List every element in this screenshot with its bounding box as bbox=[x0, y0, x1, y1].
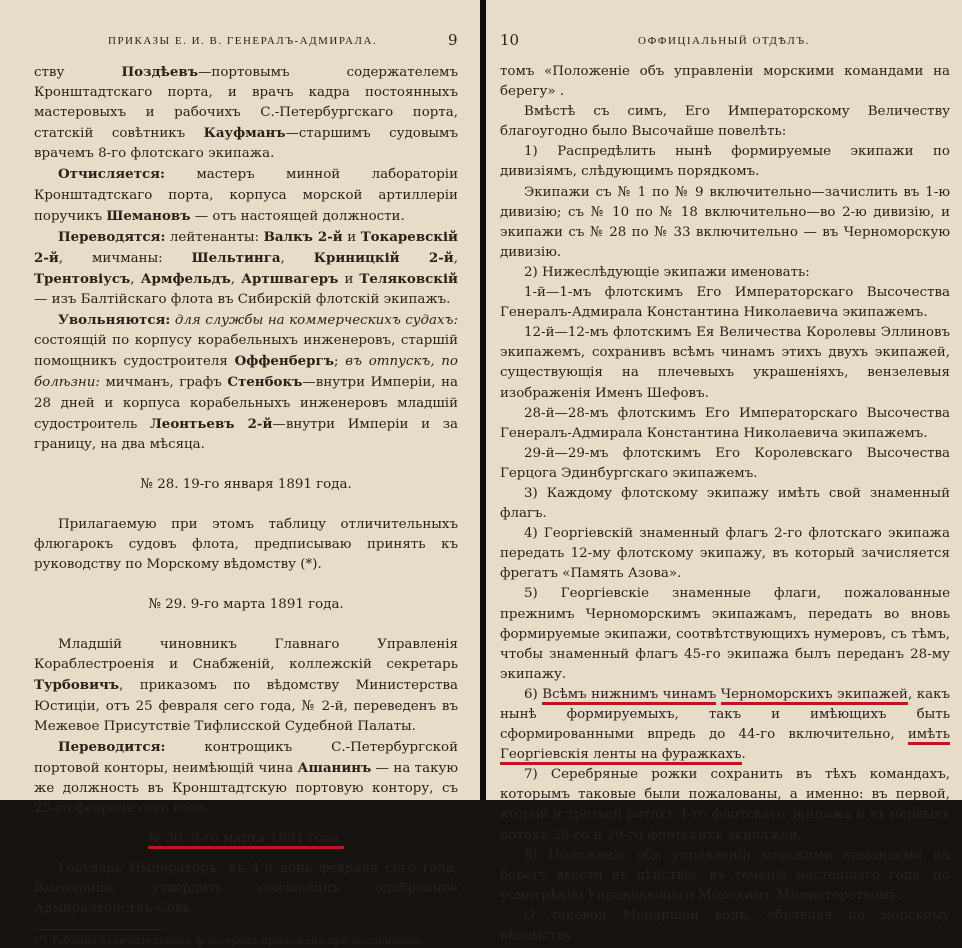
paragraph: Вмѣстѣ съ симъ, Его Императорскому Величеству благоугодно было Высочайше повелѣть: bbox=[500, 104, 950, 140]
paragraph: Переводятся: лейтенанты: Валкъ 2-й и Токаревскій 2-й, мичманы: Шельтинга, Криницкій 2-й, Трентовіусъ, Армфельдъ, Артшвагеръ и Теляковскій — изъ Балтійскаго флота въ Сибирскій флотскій экипажъ. bbox=[34, 228, 459, 308]
paragraph: 4) Георгіевскій знаменный флагъ 2-го флотскаго экипажа передать 12-му флотскому экипажу, въ который зачисляется фрегатъ «Память Азова». bbox=[500, 526, 950, 582]
highlighted-heading: № 30. 9-го марта 1891 года. bbox=[148, 831, 343, 849]
paragraph: ству Поздѣевъ—портовымъ содержателемъ Кронштадтскаго порта, и врачъ кадра постоянныхъ мастеровыхъ и рабочихъ С.-Петербургскаго порта, статскій совѣтникъ Кауфманъ—старшимъ судовымъ врачемъ 8-го флотскаго экипажа. bbox=[34, 64, 458, 162]
paragraph: 29-й—29-мъ флотскимъ Его Королевскаго Высочества Герцога Эдинбургскаго экипажемъ. bbox=[500, 445, 950, 481]
page-number-left: 9 bbox=[448, 31, 458, 49]
paragraph: томъ «Положеніе объ управленіи морскими командами на берегу» . bbox=[500, 64, 950, 100]
paragraph: 1-й—1-мъ флотскимъ Его Императорскаго Высочества Генералъ-Адмирала Константина Николаевича экипажемъ. bbox=[500, 285, 950, 321]
footnote-rule bbox=[34, 929, 164, 930]
right-page bbox=[486, 0, 962, 944]
footnote: (*) Таблица отличительныхъ флюгарокъ приложена при подлинномъ. bbox=[34, 935, 424, 948]
paragraph: 2) Нижеслѣдующіе экипажи именовать: bbox=[524, 264, 810, 280]
paragraph: 7) Серебряные рожки сохранить въ тѣхъ командахъ, которымъ таковые были пожалованы, а именно: въ первой, второй и третьей ротахъ 4-го флотскаго экипажа и въ первыхъ ротахъ 28-го и 29-го флотскихъ экипажей. bbox=[500, 767, 950, 843]
page-number-right: 10 bbox=[500, 31, 520, 49]
paragraph: Увольняются: для службы на коммерческихъ судахъ: состоящій по корпусу корабельныхъ инженеровъ, старшій помощникъ судостроителя Оффенбергъ; въ отпускъ, по болѣзни: мичманъ, графъ Стенбокъ—внутри Имперіи, на 28 дней и корпуса корабельныхъ инженеровъ младшій судостроитель Леонтьевъ 2-й—внутри Имперіи и за границу, на два мѣсяца. bbox=[34, 312, 459, 452]
right-body-text bbox=[500, 62, 950, 946]
running-head-left: ПРИКАЗЫ Е. И. В. ГЕНЕРАЛЪ-АДМИРАЛА. bbox=[108, 35, 378, 47]
left-body-text bbox=[34, 62, 458, 948]
paragraph: 28-й—28-мъ флотскимъ Его Императорскаго Высочества Генералъ-Адмирала Константина Николаевича экипажемъ. bbox=[500, 405, 950, 441]
paragraph: 5) Георгіевскіе знаменные флаги, пожалованные прежнимъ Черноморскимъ экипажамъ, передать во вновь формируемые экипажи, соотвѣтствующихъ нумеровъ, съ тѣмъ, чтобы знаменный флагъ 45-го экипажа былъ переданъ 28-му экипажу. bbox=[500, 586, 950, 682]
paragraph: 12-й—12-мъ флотскимъ Ея Величества Королевы Эллиновъ экипажемъ, сохранивъ всѣмъ чинамъ этихъ двухъ экипажей, существующія на плечевыхъ украшеніяхъ, вензелевыя изображенія Именъ Шефовъ. bbox=[500, 325, 950, 401]
paragraph: Экипажи съ № 1 по № 9 включительно—зачислить въ 1-ю дивизію; съ № 10 по № 18 включительно—во 2-ю дивизію, и экипажи съ № 28 по № 33 включительно — въ Черноморскую дивизію. bbox=[500, 184, 950, 260]
paragraph-highlighted: 6) Всѣмъ нижнимъ чинамъ Черноморскихъ экипажей, какъ нынѣ формируемыхъ, такъ и имѣющихъ быть сформированными впредь до 44-го включительно, имѣть Георгіевскія ленты на фуражкахъ. bbox=[500, 685, 950, 765]
order-heading-29: № 29. 9-го марта 1891 года. bbox=[148, 597, 344, 613]
order-heading-28: № 28. 19-го января 1891 года. bbox=[140, 476, 352, 492]
paragraph: Переводится: контрощикъ С.-Петербургской портовой конторы, неимѣющій чина Ашанинъ — на такую же должность въ Кронштадтскую портовую контору, съ 25-го февраля сего года. bbox=[34, 738, 458, 816]
paragraph: Прилагаемую при этомъ таблицу отличительныхъ флюгарокъ судовъ флота, предписываю принять къ руководству по Морскому вѣдомству (*). bbox=[34, 516, 458, 573]
paragraph: 8) Положеніе объ управленіи морскими командами на берегу ввести въ дѣйствіе, въ теченіе настоящаго года, по усмотрѣнію Управляющаго Морскимъ Министерствомъ. bbox=[500, 847, 950, 903]
highlight-st-george-ribbons: имѣть Георгіевскія ленты на фуражкахъ bbox=[500, 727, 950, 765]
paragraph: О таковой Монаршей волѣ, объявляя по морскому вѣдомству bbox=[500, 907, 950, 944]
paragraph: 3) Каждому флотскому экипажу имѣть свой знаменный флагъ. bbox=[500, 485, 950, 522]
paragraph: Отчисляется: мастеръ минной лабораторіи Кронштадтскаго порта, корпуса морской артиллеріи поручикъ Шемановъ — отъ настоящей должности. bbox=[34, 166, 458, 224]
running-head-right: ОФФИЦІАЛЬНЫЙ ОТДѢЛЪ. bbox=[638, 35, 810, 47]
highlight-all-lower-ranks: Всѣмъ нижнимъ чинамъ bbox=[542, 687, 716, 705]
highlight-black-sea-crews: Черноморскихъ экипажей bbox=[721, 687, 908, 705]
paragraph: Младшій чиновникъ Главнаго Управленія Кораблестроенія и Снабженій, коллежскій секретарь Турбовичъ, приказомъ по вѣдомству Министерства Юстиціи, отъ 25 февраля сего года, № 2-й, переведенъ въ Межевое Присутствіе Тифлисской Судебной Палаты. bbox=[34, 637, 458, 734]
paragraph: 1) Распредѣлить нынѣ формируемые экипажи по дивизіямъ, слѣдующимъ порядкомъ. bbox=[500, 144, 950, 180]
paragraph: Государь Императоръ, въ 4-й день февраля сего года, Высочайше утвердить соизволилъ одобренное Адмиралтействъ-Совѣ- bbox=[34, 861, 458, 917]
order-heading-30 bbox=[34, 829, 458, 849]
left-page bbox=[0, 0, 480, 948]
